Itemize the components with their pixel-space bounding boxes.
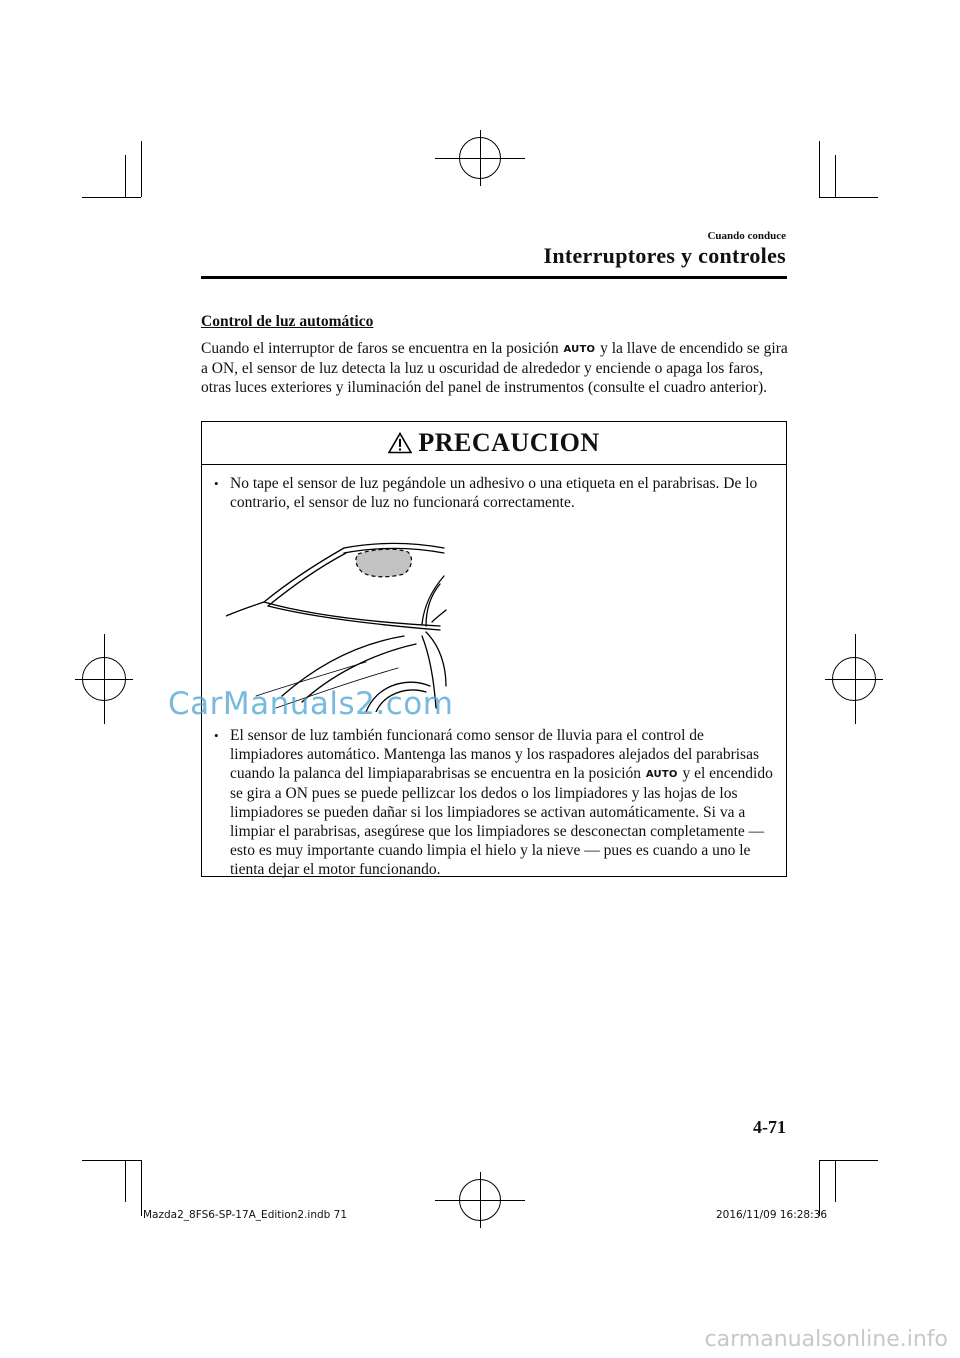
footer-filename: Mazda2_8FS6-SP-17A_Edition2.indb 71: [143, 1209, 348, 1221]
intro-paragraph: [201, 339, 791, 397]
caution-title: PRECAUCION: [418, 428, 600, 457]
intro-text-start: Cuando el interruptor de faros se encuentra en la posición: [201, 340, 563, 357]
caution-bullet-1: [214, 474, 774, 512]
intro-text-end: y la llave de encendido se gira a ON, el sensor de luz detecta la luz u oscuridad de alrededor y enciende o apaga los faros, otras luces exteriores y iluminación del panel de instrumentos (consulte el cuadro anterior).: [201, 340, 788, 396]
caution-bullet-2-start: El sensor de luz también funcionará como sensor de lluvia para el control de limpiadores automático. Mantenga las manos y los raspadores alejados del parabrisas cuando la palanca del limpiaparabrisas se encuentra en la posición: [230, 727, 759, 782]
bullet-mark: •: [214, 728, 219, 743]
caution-header: [202, 422, 786, 465]
caution-bullet-2: [214, 726, 774, 879]
bullet-mark: •: [214, 476, 219, 491]
warning-triangle-icon: [388, 432, 412, 454]
footer-timestamp: 2016/11/09 16:28:36: [716, 1209, 828, 1221]
auto-symbol-icon: AUTO: [563, 344, 596, 355]
page-title: Interruptores y controles: [543, 243, 786, 268]
header-rule: [201, 276, 787, 279]
page-number: 4-71: [753, 1117, 786, 1137]
caution-bullet-2-text: [230, 726, 774, 879]
site-watermark: carmanualsonline.info: [704, 1327, 948, 1352]
subheading: Control de luz automático: [201, 313, 374, 330]
watermark-overlay: CarManuals2.com: [168, 686, 454, 722]
section-label: Cuando conduce: [707, 230, 786, 242]
auto-symbol-icon: AUTO: [645, 769, 678, 780]
caution-bullet-1-text: No tape el sensor de luz pegándole un adhesivo o una etiqueta en el parabrisas. De lo contrario, el sensor de luz no funcionará correctamente.: [230, 475, 758, 511]
caution-bullet-2-end: y el encendido se gira a ON pues se puede pellizcar los dedos o los limpiadores y las hojas de los limpiadores se pueden dañar si los limpiadores se activan automáticamente. Si va a limpiar el parabrisas, asegúrese que los limpiadores se desconectan completamente — esto es muy importante cuando limpia el hielo y la nieve — pues es cuando a uno le tienta dejar el motor funcionando.: [230, 765, 773, 878]
